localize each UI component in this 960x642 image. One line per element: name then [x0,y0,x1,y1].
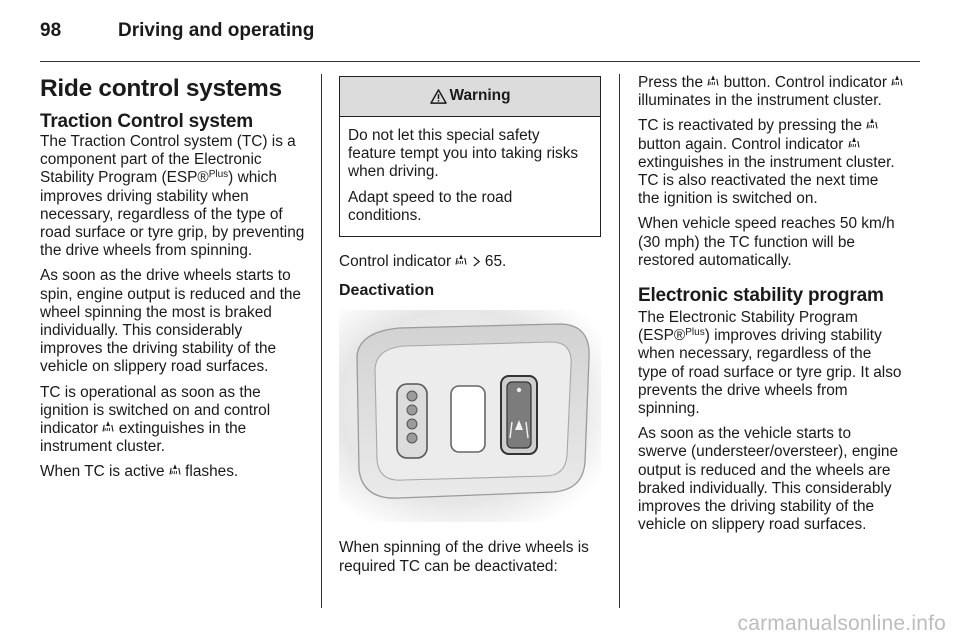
column-middle [339,74,601,583]
paragraph: Control indicator 65. [339,253,507,271]
page-reference-icon [472,256,481,267]
section-title: Ride control systems [40,75,282,102]
watermark: carmanualsonline.info [737,612,946,635]
warning-header [340,77,600,117]
traction-control-icon [707,74,719,88]
paragraph: TC is reactivated by pressing the button again. Control indicator extinguishes in the instrument cluster. TC is also reactivated the next time the ignition is switched on. [638,117,895,208]
page-number: 98 [40,20,62,41]
paragraph: When TC is active flashes. [40,463,239,481]
deactivation-heading: Deactivation [339,282,435,300]
paragraph: As soon as the drive wheels starts to spin, engine output is reduced and the wheel spinning the most is braked individually. This considerably improves the driving stability of the vehicle on slippery road surfaces. [40,267,301,376]
warning-body [340,117,600,236]
column-right [638,74,904,541]
traction-control-icon [891,74,903,88]
paragraph: Press the button. Control indicator illuminates in the instrument cluster. [638,74,904,110]
paragraph: As soon as the vehicle starts to swerve (understeer/oversteer), engine output is reduced and the wheels are braked individually. This considerably improves the driving stability of the vehicle on slippery road surfaces. [638,425,899,534]
traction-control-icon [455,253,467,267]
warning-text: Adapt speed to the road conditions. [348,188,513,224]
tc-switch-illustration [339,310,601,522]
paragraph: The Traction Control system (TC) is a component part of the Electronic Stability Program (ESP®$^{Plus}$) which improves driving stability when necessary, regardless of the type of road surface or tyre grip, by preventing the drive wheels from spinning. [40,133,305,260]
chapter-title: Driving and operating [118,20,315,41]
column-left [40,74,306,489]
warning-text: Do not let this special safety feature tempt you into taking risks when driving. [348,127,579,181]
paragraph: When vehicle speed reaches 50 km/h (30 mph) the TC function will be restored automatically. [638,215,895,269]
traction-control-icon [102,420,114,434]
warning-box [339,76,601,237]
warning-triangle-icon [430,89,447,104]
paragraph: The Electronic Stability Program (ESP®$^{Plus}$) improves driving stability when necessary, regardless of the type of road surface or tyre grip. It also prevents the drive wheels from spinning. [638,309,902,418]
traction-control-icon [169,463,181,477]
esp-heading: Electronic stability program [638,285,884,307]
traction-control-icon [848,136,860,150]
paragraph: TC is operational as soon as the ignition is switched on and control indicator extinguishes in the instrument cluster. [40,383,271,456]
column-divider [619,74,620,608]
warning-title: Warning [449,87,511,105]
subsection-title: Traction Control system [40,111,253,132]
column-divider [321,74,322,608]
paragraph: When spinning of the drive wheels is required TC can be deactivated: [339,539,589,575]
page-header [40,18,920,62]
traction-control-icon [866,117,878,131]
